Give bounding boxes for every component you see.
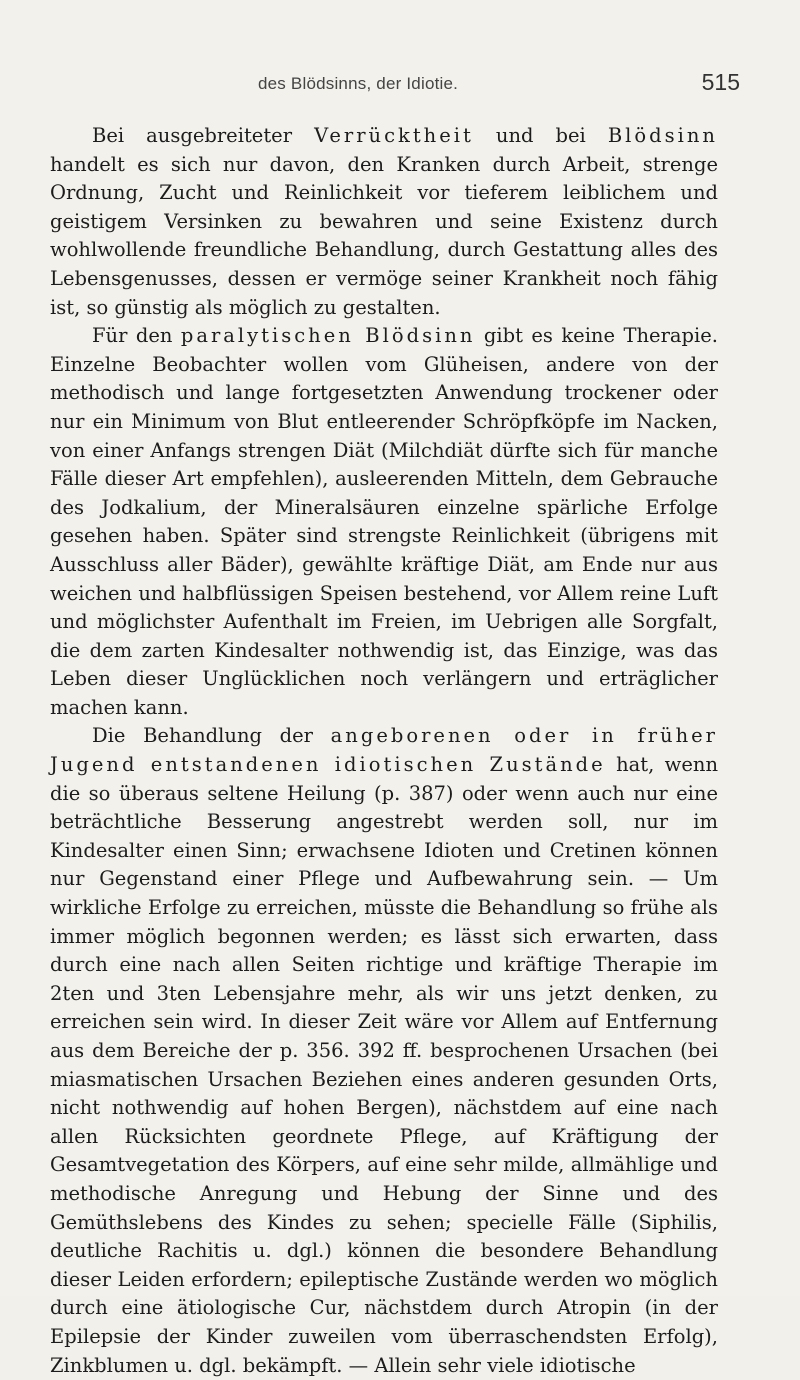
paragraph-1-text-c: und bei [473, 124, 608, 147]
paragraph-3-text-a: Die Behandlung der [92, 724, 331, 748]
spaced-term-paralytischer-bloedsinn: paralytischen Blödsinn [180, 324, 476, 348]
spaced-term-bloedsinn: Blödsinn [607, 124, 718, 147]
running-title: des Blödsinns, der Idiotie. [258, 74, 459, 93]
paragraph-2-text-a: Für den [92, 324, 181, 348]
page-number: 515 [701, 69, 740, 95]
spaced-term-idiotische-zustaende: angeborenen oder in früher Jugend entstandenen idiotischen Zustände [50, 724, 718, 777]
body-text [50, 122, 718, 1380]
paragraph-1 [50, 122, 718, 322]
paragraph-1-text-a: Bei ausgebreiteter [92, 124, 315, 147]
paragraph-2-text-c: gibt es keine Therapie. Einzelne Beobachter wollen vom Glüheisen, andere von der methodisch und lange fortgesetzten Anwendung trockener oder nur ein Minimum von Blut entleerender Schröpfköpfe im Nacken, von einer Anfangs strengen Diät (Milchdiät dürfte sich für manche Fälle dieser Art empfehlen), ausleerenden Mitteln, dem Gebrauche des Jodkalium, der Mineralsäuren einzelne spärliche Erfolge gesehen haben. Später sind strengste Reinlichkeit (übrigens mit Ausschluss aller Bäder), gewählte kräftige Diät, am Ende nur aus weichen und halbflüssigen Speisen bestehend, vor Allem reine Luft und möglichster Aufenthalt im Freien, im Uebrigen alle Sorgfalt, die dem zarten Kindesalter nothwendig ist, das Einzige, was das Leben dieser Unglücklichen noch verlängern und erträglicher machen kann. [50, 324, 718, 719]
paragraph-3-text-c: hat, wenn die so überaus seltene Heilung (p. 387) oder wenn auch nur eine beträchtliche Besserung angestrebt werden soll, nur im Kindesalter einen Sinn; erwachsene Idioten und Cretinen können nur Gegenstand einer Pflege und Aufbewahrung sein. — Um wirkliche Erfolge zu erreichen, müsste die Behandlung so frühe als immer möglich begonnen werden; es lässt sich erwarten, dass durch eine nach allen Seiten richtige und kräftige Therapie im 2ten und 3ten Lebensjahre mehr, als wir uns jetzt denken, zu erreichen sein wird. In dieser Zeit wäre vor Allem auf Entfernung aus dem Bereiche der p. 356. 392 ff. besprochenen Ursachen (bei miasmatischen Ursachen Beziehen eines anderen gesunden Orts, nicht nothwendig auf hohen Bergen), nächstdem auf eine nach allen Rücksichten geordnete Pflege, auf Kräftigung der Gesamtvegetation des Körpers, auf eine sehr milde, allmählige und methodische Anregung und Hebung der Sinne und des Gemüthslebens des Kindes zu sehen; specielle Fälle (Siphilis, deutliche Rachitis u. dgl.) können die besondere Behandlung dieser Leiden erfordern; epileptische Zustände werden wo möglich durch eine ätiologische Cur, nächstdem durch Atropin (in der Epilepsie der Kinder zuweilen vom überraschendsten Erfolg), Zinkblumen u. dgl. bekämpft. — Allein sehr viele idiotische [50, 753, 718, 1377]
paragraph-2 [50, 322, 718, 722]
paragraph-3 [50, 722, 718, 1380]
paragraph-1-text-e: handelt es sich nur davon, den Kranken durch Arbeit, strenge Ordnung, Zucht und Reinlichkeit vor tieferem leiblichem und geistigem Versinken zu bewahren und seine Existenz durch wohlwollende freundliche Behandlung, durch Gestattung alles des Lebensgenusses, dessen er vermöge seiner Krankheit noch fähig ist, so günstig als möglich zu gestalten. [50, 152, 718, 319]
spaced-term-verruecktheit: Verrücktheit [314, 124, 474, 147]
